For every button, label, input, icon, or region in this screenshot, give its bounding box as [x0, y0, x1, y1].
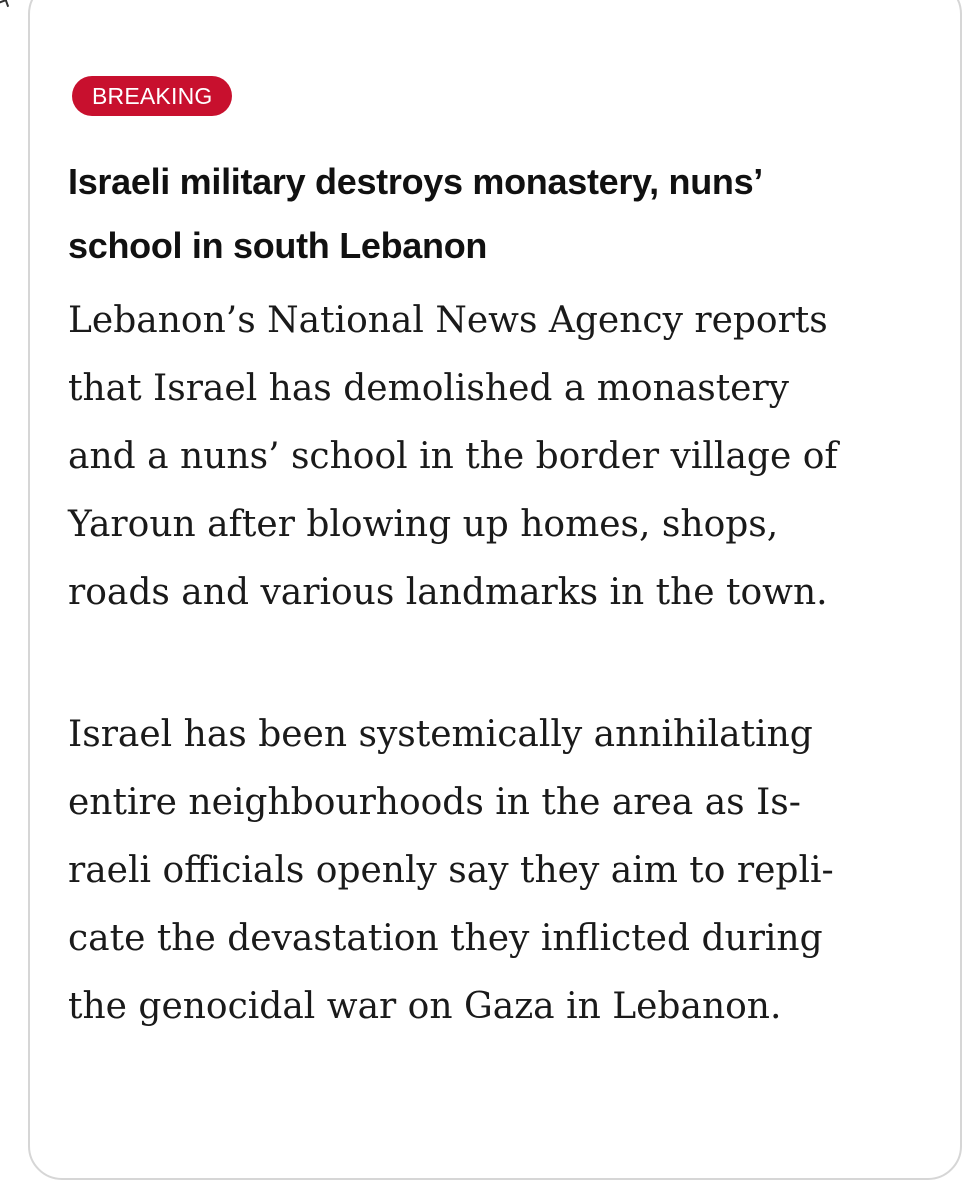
- text-line: Israel has been systemically annihilating: [68, 714, 813, 755]
- text-line: roads and various landmarks in the town.: [68, 572, 828, 613]
- text-line: raeli officials openly say they aim to repli-: [68, 850, 834, 891]
- text-line: that Israel has demolished a monastery: [68, 368, 790, 409]
- text-line: the genocidal war on Gaza in Lebanon.: [68, 986, 782, 1027]
- headline-line: Israeli military destroys monastery, nuns’: [68, 161, 764, 202]
- text-line: and a nuns’ school in the border village of: [68, 436, 838, 477]
- cropped-edge-mark: [0, 0, 9, 9]
- paragraph-2: [68, 701, 948, 1041]
- breaking-badge: BREAKING: [72, 76, 232, 116]
- text-line: Lebanon’s National News Agency reports: [68, 300, 828, 341]
- headline-line: school in south Lebanon: [68, 225, 488, 266]
- headline[interactable]: [68, 150, 938, 278]
- paragraph-1: [68, 287, 948, 627]
- text-line: cate the devastation they inflicted during: [68, 918, 823, 959]
- text-line: entire neighbourhoods in the area as Is-: [68, 782, 801, 823]
- text-line: Yaroun after blowing up homes, shops,: [68, 504, 779, 545]
